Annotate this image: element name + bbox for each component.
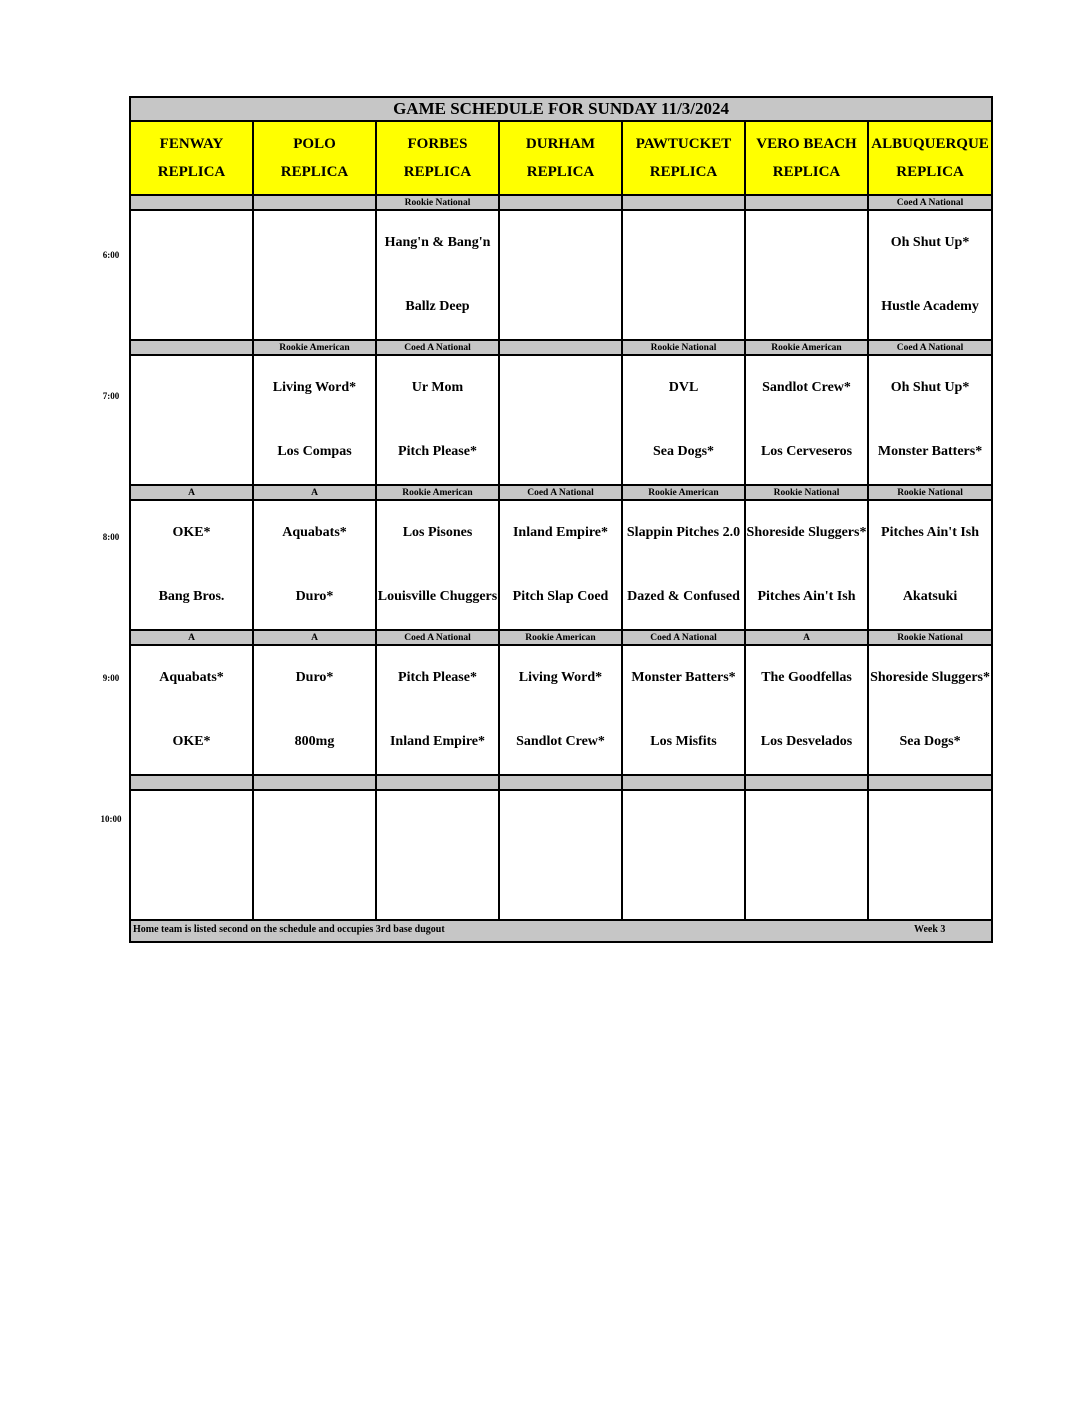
game-cell: [499, 500, 622, 630]
field-header-vero-beach: [745, 121, 868, 195]
away-team: Slappin Pitches 2.0: [626, 525, 741, 540]
home-team: [746, 855, 867, 919]
game-cell: [376, 355, 499, 485]
home-team: [623, 855, 744, 919]
game-cell: [376, 645, 499, 775]
away-team: Pitch Please*: [398, 670, 477, 685]
home-team: Duro*: [295, 589, 334, 604]
field-sub: REPLICA: [403, 164, 472, 180]
field-sub: REPLICA: [157, 164, 226, 180]
division-label: Rookie National: [622, 340, 745, 355]
field-header-polo: [253, 121, 376, 195]
division-label: A: [253, 485, 376, 500]
division-label: Coed A National: [376, 340, 499, 355]
home-team: Louisville Chuggers: [377, 589, 498, 604]
field-name: VERO BEACH: [756, 136, 857, 152]
away-team: Hang'n & Bang'n: [384, 235, 491, 250]
home-team: Monster Batters*: [877, 444, 983, 459]
division-label: Rookie National: [376, 195, 499, 210]
game-cell: [376, 210, 499, 340]
game-row: [130, 355, 992, 485]
game-cell: [868, 355, 992, 485]
division-label: [499, 195, 622, 210]
game-cell: [130, 645, 253, 775]
away-team: OKE*: [172, 525, 211, 540]
division-label: Coed A National: [622, 630, 745, 645]
schedule-table: [129, 96, 993, 943]
game-cell: [745, 645, 868, 775]
time-label: 9:00: [102, 673, 120, 683]
game-cell: [745, 790, 868, 920]
away-team: [131, 791, 252, 855]
away-team: [746, 791, 867, 855]
game-cell: [622, 355, 745, 485]
home-team: Bang Bros.: [158, 589, 225, 604]
home-team: Sandlot Crew*: [516, 734, 605, 749]
game-cell: [253, 355, 376, 485]
away-team: Oh Shut Up*: [890, 235, 970, 250]
game-cell: [499, 645, 622, 775]
division-label: [622, 775, 745, 790]
away-team: Pitches Ain't Ish: [881, 525, 980, 540]
game-cell: [868, 790, 992, 920]
game-cell: [253, 500, 376, 630]
field-sub: REPLICA: [772, 164, 841, 180]
division-row: [130, 195, 992, 210]
away-team: Sandlot Crew*: [762, 380, 851, 395]
division-label: Coed A National: [499, 485, 622, 500]
division-label: Rookie American: [622, 485, 745, 500]
game-row: [130, 500, 992, 630]
field-sub: REPLICA: [896, 164, 964, 180]
away-team: [623, 211, 744, 275]
home-team: [500, 855, 621, 919]
away-team: Living Word*: [272, 380, 357, 395]
home-team: Dazed & Confused: [627, 589, 740, 604]
game-cell: [130, 355, 253, 485]
away-team: Aquabats*: [159, 670, 224, 685]
game-cell: [622, 500, 745, 630]
division-row: [130, 340, 992, 355]
home-team: OKE*: [172, 734, 211, 749]
home-team: Pitch Please*: [398, 444, 477, 459]
title-row: [130, 97, 992, 121]
division-label: A: [253, 630, 376, 645]
away-team: [623, 791, 744, 855]
game-row: [130, 790, 992, 920]
away-team: Monster Batters*: [631, 670, 736, 685]
division-label: [253, 195, 376, 210]
time-label: 6:00: [102, 250, 120, 260]
division-label: A: [130, 630, 253, 645]
home-team: [500, 420, 621, 484]
division-label: [745, 775, 868, 790]
game-cell: [745, 210, 868, 340]
home-team: Los Misfits: [650, 734, 717, 749]
division-label: [376, 775, 499, 790]
division-label: Coed A National: [376, 630, 499, 645]
away-team: [131, 356, 252, 420]
game-cell: [622, 210, 745, 340]
field-sub: REPLICA: [649, 164, 718, 180]
home-team: [500, 275, 621, 339]
away-team: Inland Empire*: [512, 525, 609, 540]
time-label: 8:00: [102, 532, 120, 542]
division-label: [622, 195, 745, 210]
away-team: Shoreside Sluggers*: [870, 670, 991, 685]
game-row: [130, 210, 992, 340]
game-cell: [868, 500, 992, 630]
game-cell: [868, 210, 992, 340]
game-cell: [622, 645, 745, 775]
home-team: Pitches Ain't Ish: [757, 589, 856, 604]
game-cell: [130, 500, 253, 630]
division-label: Rookie National: [868, 485, 992, 500]
division-row: [130, 775, 992, 790]
week-label: Week 3: [914, 924, 946, 935]
game-row: [130, 645, 992, 775]
division-label: [130, 340, 253, 355]
field-sub: REPLICA: [526, 164, 595, 180]
division-label: [130, 195, 253, 210]
away-team: [500, 791, 621, 855]
division-label: [499, 775, 622, 790]
division-label: [253, 775, 376, 790]
home-team: Los Compas: [277, 444, 352, 459]
division-label: Coed A National: [868, 340, 992, 355]
footer-row: [130, 920, 992, 942]
game-cell: [622, 790, 745, 920]
field-name: FENWAY: [159, 136, 224, 152]
away-team: [746, 211, 867, 275]
home-team: Inland Empire*: [389, 734, 486, 749]
field-header-row: [130, 121, 992, 195]
game-cell: [376, 790, 499, 920]
division-label: [868, 775, 992, 790]
field-name: PAWTUCKET: [635, 136, 732, 152]
home-team: Sea Dogs*: [652, 444, 715, 459]
footer-cell: [130, 920, 992, 942]
game-cell: [130, 210, 253, 340]
division-label: A: [130, 485, 253, 500]
away-team: Duro*: [295, 670, 334, 685]
division-row: [130, 485, 992, 500]
field-name: POLO: [293, 136, 336, 152]
division-label: [745, 195, 868, 210]
home-team: Akatsuki: [902, 589, 958, 604]
home-team: Sea Dogs*: [899, 734, 961, 749]
game-cell: [868, 645, 992, 775]
home-team: [131, 275, 252, 339]
away-team: Aquabats*: [282, 525, 347, 540]
time-label: 7:00: [102, 391, 120, 401]
home-team: Ballz Deep: [405, 299, 470, 314]
game-cell: [499, 790, 622, 920]
away-team: Ur Mom: [411, 380, 464, 395]
home-team: Pitch Slap Coed: [512, 589, 609, 604]
division-row: [130, 630, 992, 645]
game-cell: [376, 500, 499, 630]
field-name: FORBES: [407, 136, 468, 152]
away-team: [131, 211, 252, 275]
home-team: [746, 275, 867, 339]
away-team: [377, 791, 498, 855]
away-team: Los Pisones: [402, 525, 473, 540]
division-label: Rookie American: [253, 340, 376, 355]
home-team: [254, 275, 375, 339]
division-label: [130, 775, 253, 790]
time-label: 10:00: [100, 814, 122, 824]
home-team: [254, 855, 375, 919]
schedule-title: GAME SCHEDULE FOR SUNDAY 11/3/2024: [130, 97, 992, 121]
field-header-fenway: [130, 121, 253, 195]
field-name: ALBUQUERQUE: [871, 136, 989, 152]
field-header-pawtucket: [622, 121, 745, 195]
game-cell: [745, 500, 868, 630]
away-team: DVL: [668, 380, 699, 395]
game-cell: [745, 355, 868, 485]
field-header-forbes: [376, 121, 499, 195]
division-label: Rookie American: [376, 485, 499, 500]
division-label: Rookie American: [745, 340, 868, 355]
away-team: The Goodfellas: [761, 670, 852, 685]
away-team: [254, 791, 375, 855]
away-team: [500, 211, 621, 275]
game-cell: [253, 645, 376, 775]
field-name: DURHAM: [525, 136, 596, 152]
division-label: Rookie National: [745, 485, 868, 500]
home-team: Hustle Academy: [881, 299, 979, 314]
division-label: Coed A National: [868, 195, 992, 210]
game-cell: [130, 790, 253, 920]
home-team-note: Home team is listed second on the schedule and occupies 3rd base dugout: [133, 924, 445, 935]
away-team: Living Word*: [518, 670, 603, 685]
home-team: 800mg: [294, 734, 335, 749]
home-team: [623, 275, 744, 339]
home-team: Los Cerveseros: [760, 444, 853, 459]
home-team: [131, 855, 252, 919]
game-cell: [253, 210, 376, 340]
field-header-durham: [499, 121, 622, 195]
division-label: A: [745, 630, 868, 645]
division-label: [499, 340, 622, 355]
division-label: Rookie American: [499, 630, 622, 645]
game-cell: [253, 790, 376, 920]
division-label: Rookie National: [868, 630, 992, 645]
game-cell: [499, 210, 622, 340]
home-team: [377, 855, 498, 919]
home-team: [869, 855, 991, 919]
away-team: Oh Shut Up*: [890, 380, 970, 395]
home-team: Los Desvelados: [760, 734, 853, 749]
away-team: Shoreside Sluggers*: [746, 525, 867, 540]
away-team: [254, 211, 375, 275]
field-header-albuquerque: [868, 121, 992, 195]
field-sub: REPLICA: [280, 164, 349, 180]
away-team: [869, 791, 991, 855]
away-team: [500, 356, 621, 420]
game-cell: [499, 355, 622, 485]
home-team: [131, 420, 252, 484]
